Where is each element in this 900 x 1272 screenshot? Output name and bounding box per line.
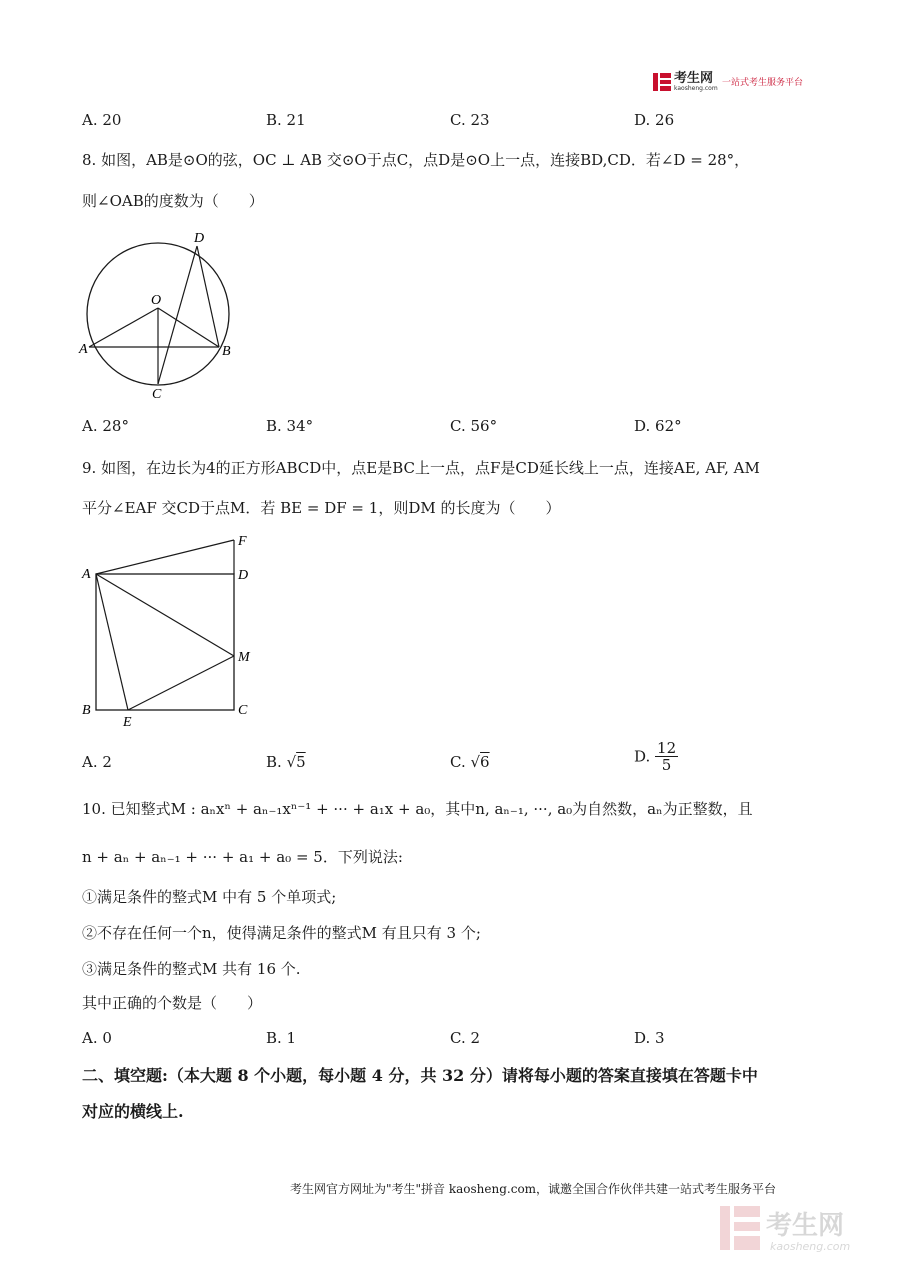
watermark <box>718 1202 878 1254</box>
q8-option-c: C. 56° <box>450 417 498 435</box>
q10-stem-line2: n + aₙ + aₙ₋₁ + ··· + a₁ + a₀ = 5．下列说法: <box>82 848 403 866</box>
q9-option-b-radicand: 5 <box>296 753 306 771</box>
q10-statement-1: ①满足条件的整式M 中有 5 个单项式; <box>82 888 337 906</box>
q10-statement-3: ③满足条件的整式M 共有 16 个. <box>82 960 301 978</box>
q10-option-d: D. 3 <box>634 1029 665 1047</box>
q9-option-d <box>634 740 678 773</box>
q10-stem-line1: 10. 已知整式M : aₙxⁿ + aₙ₋₁xⁿ⁻¹ + ··· + a₁x + a₀，其中n, aₙ₋₁, ···, a₀为自然数，aₙ为正整数，且 <box>82 800 753 818</box>
watermark-url: kaosheng.com <box>770 1240 851 1253</box>
footer-text: 考生网官方网址为"考生"拼音 kaosheng.com，诚邀全国合作伙伴共建一站式考生服务平台 <box>290 1182 777 1196</box>
logo-name: 考生网 <box>674 71 714 86</box>
label-e: E <box>123 715 132 730</box>
label-c: C <box>152 387 162 402</box>
q10-option-c: C. 2 <box>450 1029 481 1047</box>
q9-option-c-label: C. <box>450 753 471 771</box>
q8-stem-line2: 则∠OAB的度数为（ ） <box>82 192 264 210</box>
q9-option-b-label: B. <box>266 753 287 771</box>
q10-statement-2: ②不存在任何一个n，使得满足条件的整式M 有且只有 3 个; <box>82 924 481 942</box>
q9-option-c-radicand: 6 <box>480 753 490 771</box>
label-m: M <box>238 650 250 665</box>
q10-option-b: B. 1 <box>266 1029 297 1047</box>
label-b: B <box>82 703 91 718</box>
q8-option-d: D. 62° <box>634 417 682 435</box>
q9-option-d-label: D. <box>634 747 656 766</box>
q7-option-d: D. 26 <box>634 111 675 129</box>
logo-slogan: 一站式考生服务平台 <box>722 78 804 88</box>
watermark-name: 考生网 <box>766 1211 845 1241</box>
q9-stem-line1: 9. 如图，在边长为4的正方形ABCD中，点E是BC上一点，点F是CD延长线上一点，连接AE, AF, AM <box>82 459 760 477</box>
q9-option-d-fraction <box>655 740 678 773</box>
q9-option-c: C. √6 <box>450 753 490 771</box>
q7-option-b: B. 21 <box>266 111 306 129</box>
section-2-heading: 二、填空题:（本大题 8 个小题，每小题 4 分，共 32 分）请将每小题的答案直接填在答题卡中 <box>82 1066 758 1085</box>
q8-option-a: A. 28° <box>82 417 129 435</box>
header-logo <box>652 72 820 94</box>
q9-option-b: B. √5 <box>266 753 306 771</box>
label-o: O <box>151 293 162 308</box>
q8-stem-line1: 8. 如图，AB是⊙O的弦，OC ⊥ AB 交⊙O于点C，点D是⊙O上一点，连接BD,CD．若∠D = 28°， <box>82 151 750 169</box>
q10-ask: 其中正确的个数是（ ） <box>82 994 263 1012</box>
label-b: B <box>222 344 231 359</box>
label-a: A <box>79 342 88 357</box>
fraction-denominator: 5 <box>661 756 672 774</box>
label-c: C <box>238 703 248 718</box>
q7-option-c: C. 23 <box>450 111 490 129</box>
section-2-heading-line2: 对应的横线上. <box>82 1102 184 1121</box>
q9-square-figure <box>72 528 262 734</box>
label-f: F <box>238 534 247 549</box>
label-d: D <box>238 568 249 583</box>
q8-circle-figure <box>72 222 242 404</box>
q8-option-b: B. 34° <box>266 417 314 435</box>
q7-option-a: A. 20 <box>82 111 122 129</box>
q9-stem-line2: 平分∠EAF 交CD于点M．若 BE = DF = 1，则DM 的长度为（ ） <box>82 499 561 517</box>
watermark-logo-icon <box>718 1202 878 1254</box>
q10-option-a: A. 0 <box>82 1029 112 1047</box>
logo-url: kaosheng.com <box>674 85 718 92</box>
fraction-numerator: 12 <box>657 739 677 757</box>
kaosheng-logo-icon <box>652 72 672 92</box>
label-d: D <box>194 231 205 246</box>
q9-option-a: A. 2 <box>82 753 112 771</box>
label-a: A <box>82 567 91 582</box>
